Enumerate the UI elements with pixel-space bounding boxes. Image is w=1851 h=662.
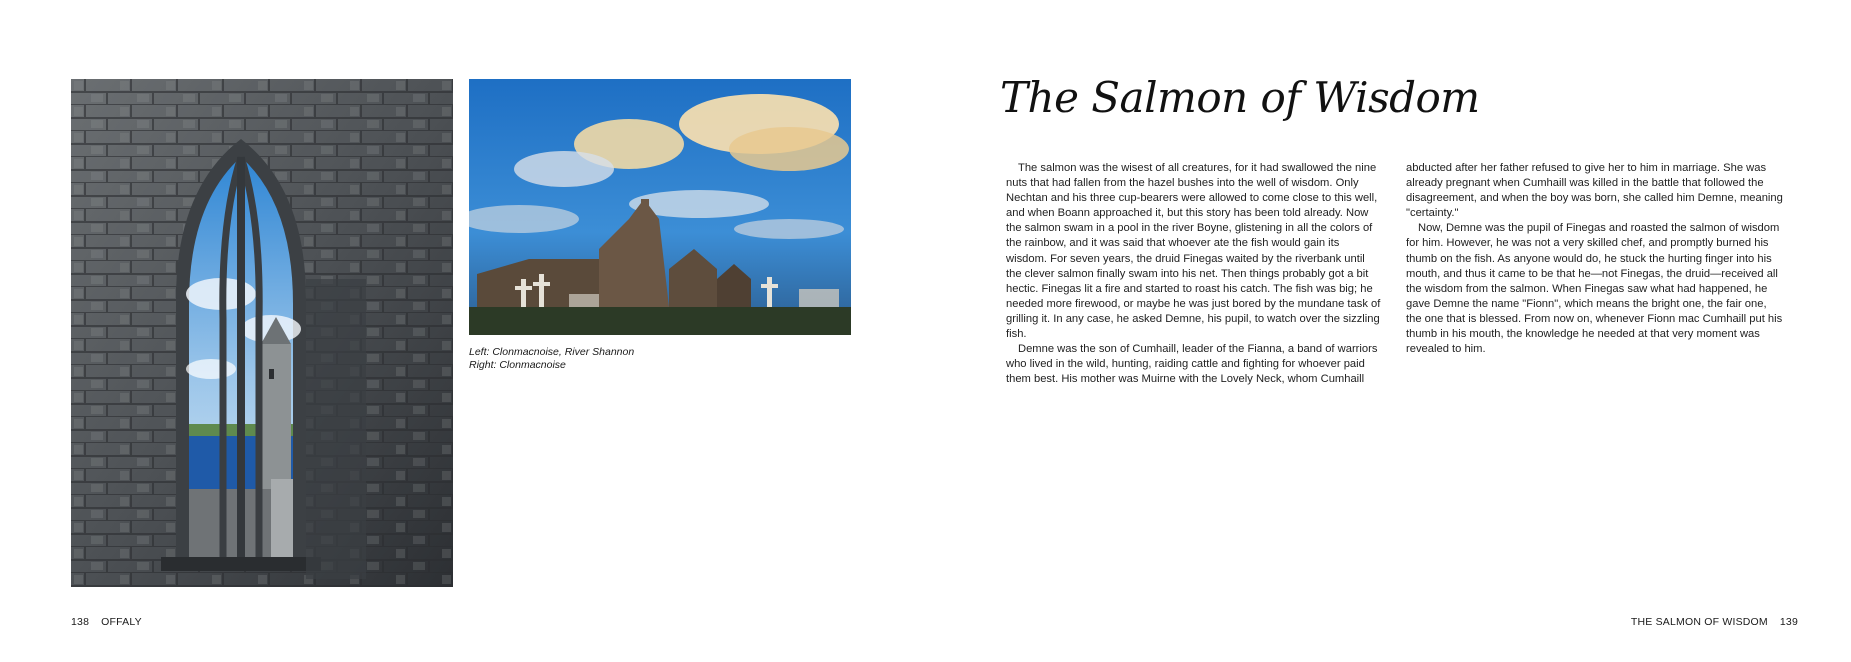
running-head-left: OFFALY [101, 616, 142, 628]
right-page [925, 0, 1851, 662]
page-number-right: 139 [1779, 616, 1798, 628]
paragraph: The salmon was the wisest of all creatures, for it had swallowed the nine nuts that had fallen from the hazel bushes into the well of wisdom. Only Nechtan and his three cup-bearers were allowed to come close to this well, and when Boann approached it, but this story has been told already. Now the salmon swam in a pool in the river Boyne, glistening in all the colors of the rainbow, and it was said that whoever ate the fish would gain its wisdom. For seven years, the druid Finegas waited by the riverbank until the clever salmon finally swam into his net. Then things probably got a bit hectic. Finegas lit a fire and started to roast his catch. The fish was big; he needed more firewood, or maybe he was just bored by the mundane task of grilling it. In any case, he asked Demne, his pupil, to watch over the sizzling fish. [1006, 162, 1381, 341]
folio-left [71, 616, 142, 628]
page-number-left: 138 [71, 616, 90, 628]
chapter-title: The Salmon of Wisdom [1000, 73, 1480, 122]
photo-clonmacnoise-window [71, 79, 453, 587]
running-head-right: THE SALMON OF WISDOM [1630, 616, 1768, 628]
caption-line-right: Right: Clonmacnoise [469, 359, 566, 371]
left-page [0, 0, 925, 662]
body-column-1 [1006, 161, 1383, 387]
paragraph: abducted after her father refused to give her to him in marriage. She was already pregnant when Cumhaill was killed in the battle that followed the disagreement, and when the boy was born, she called him Demne, meaning "certainty." [1406, 162, 1783, 220]
body-column-2 [1406, 161, 1783, 357]
paragraph: Now, Demne was the pupil of Finegas and roasted the salmon of wisdom for him. However, he was not a very skilled chef, and promptly burned his thumb on the fish. As anyone would do, he stuck the hurting finger into his mouth, and thus it came to be that he—not Finegas, the druid—received all the wisdom from the salmon. When Finegas saw what had happened, he gave Demne the name "Fionn", which means the bright one, the fair one, the one that is blessed. From now on, whenever Fionn mac Cumhaill put his thumb in his mouth, the knowledge he needed at that very moment was revealed to him. [1406, 222, 1783, 356]
paragraph: Demne was the son of Cumhaill, leader of the Fianna, a band of warriors who lived in the wild, hunting, raiding cattle and fighting for whoever paid them best. His mother was Muirne with the Lovely Neck, whom Cumhaill [1006, 343, 1378, 386]
photo-clonmacnoise-ruins [469, 79, 851, 335]
photo-caption [469, 346, 769, 372]
folio-right [1631, 616, 1798, 628]
caption-line-left: Left: Clonmacnoise, River Shannon [469, 346, 635, 358]
